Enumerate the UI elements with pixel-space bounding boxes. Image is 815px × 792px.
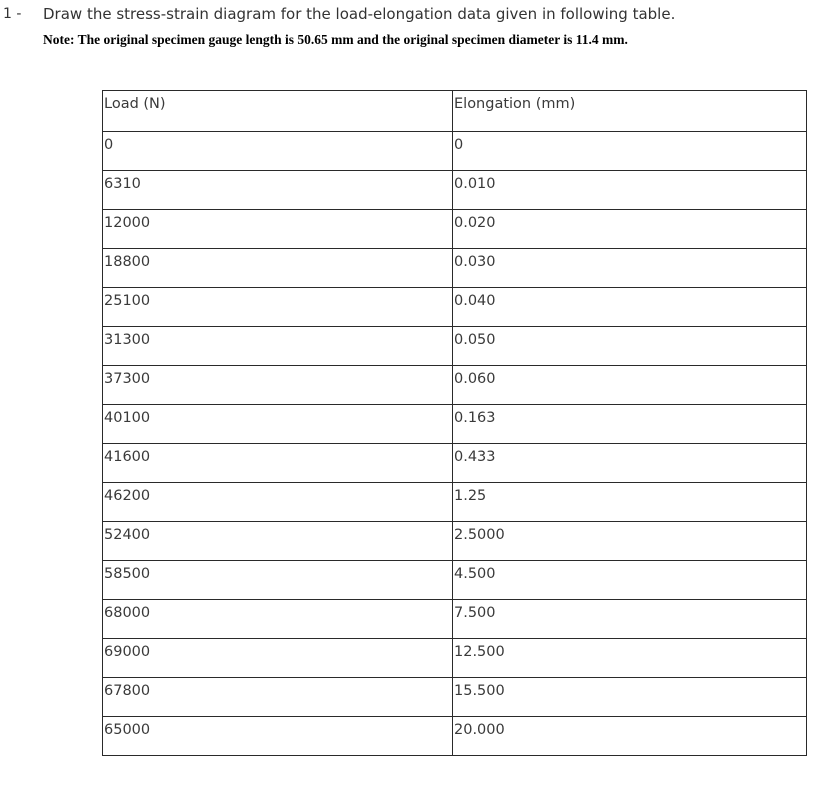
load-cell: 69000 [103,639,453,678]
elongation-cell: 1.25 [453,483,807,522]
table-row [103,483,807,522]
table-row [103,405,807,444]
table-row [103,327,807,366]
table-row [103,132,807,171]
elongation-cell: 0.050 [453,327,807,366]
table-row [103,561,807,600]
question-number: 1 - [3,6,22,22]
load-cell: 41600 [103,444,453,483]
question-note: Note: The original specimen gauge length is 50.65 mm and the original specimen diameter is 11.4 mm. [43,32,628,47]
table-row [103,366,807,405]
elongation-cell: 7.500 [453,600,807,639]
elongation-cell: 20.000 [453,717,807,756]
elongation-cell: 0.433 [453,444,807,483]
elongation-cell: 2.5000 [453,522,807,561]
elongation-cell: 0.020 [453,210,807,249]
table-row [103,717,807,756]
table-row [103,678,807,717]
table-row [103,288,807,327]
load-cell: 18800 [103,249,453,288]
table-row [103,444,807,483]
elongation-cell: 0.040 [453,288,807,327]
load-cell: 6310 [103,171,453,210]
load-cell: 37300 [103,366,453,405]
table-row [103,249,807,288]
load-cell: 25100 [103,288,453,327]
elongation-cell: 0.030 [453,249,807,288]
table-row [103,600,807,639]
load-cell: 52400 [103,522,453,561]
elongation-cell: 0.010 [453,171,807,210]
load-cell: 12000 [103,210,453,249]
elongation-cell: 4.500 [453,561,807,600]
load-cell: 65000 [103,717,453,756]
load-cell: 68000 [103,600,453,639]
header-elongation: Elongation (mm) [453,91,807,132]
load-cell: 58500 [103,561,453,600]
table-row [103,171,807,210]
table-header-row [103,91,807,132]
elongation-cell: 15.500 [453,678,807,717]
load-cell: 0 [103,132,453,171]
question-text: Draw the stress-strain diagram for the load-elongation data given in following table. [43,5,676,23]
load-cell: 31300 [103,327,453,366]
elongation-cell: 0 [453,132,807,171]
load-cell: 40100 [103,405,453,444]
load-cell: 67800 [103,678,453,717]
header-load: Load (N) [103,91,453,132]
table-row [103,639,807,678]
elongation-cell: 0.163 [453,405,807,444]
table-row [103,210,807,249]
elongation-cell: 12.500 [453,639,807,678]
load-cell: 46200 [103,483,453,522]
load-elongation-table [102,90,807,756]
table-row [103,522,807,561]
elongation-cell: 0.060 [453,366,807,405]
